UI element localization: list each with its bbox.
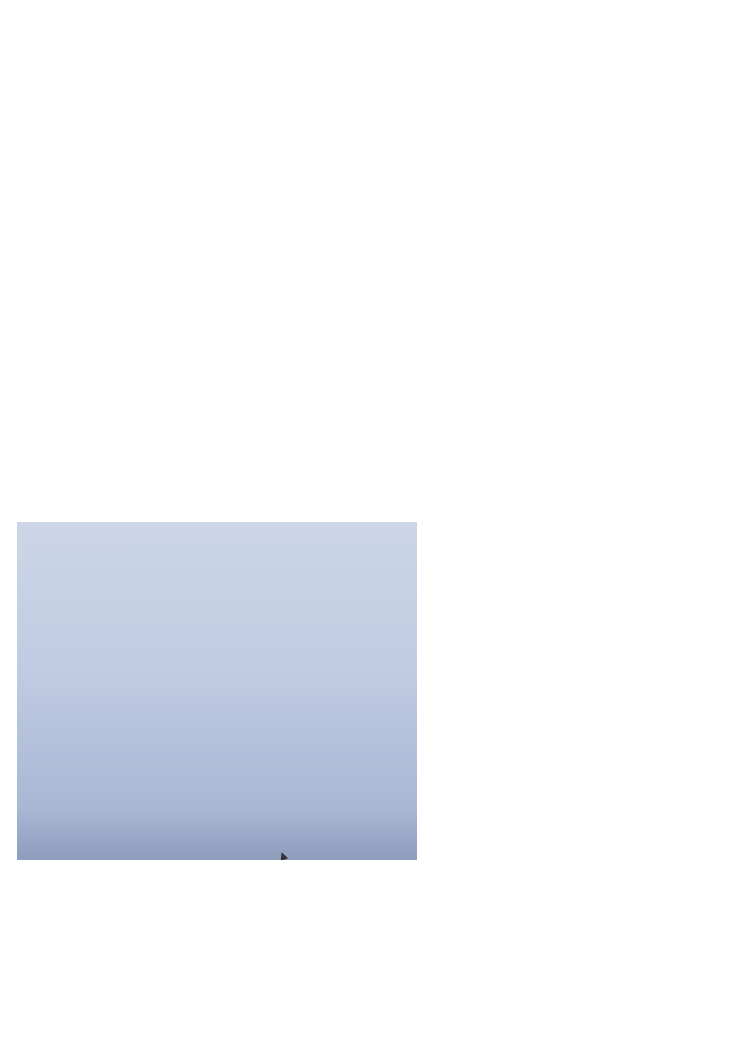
mouse-cursor-icon: [278, 851, 288, 860]
slide-screenshot: [17, 522, 417, 860]
